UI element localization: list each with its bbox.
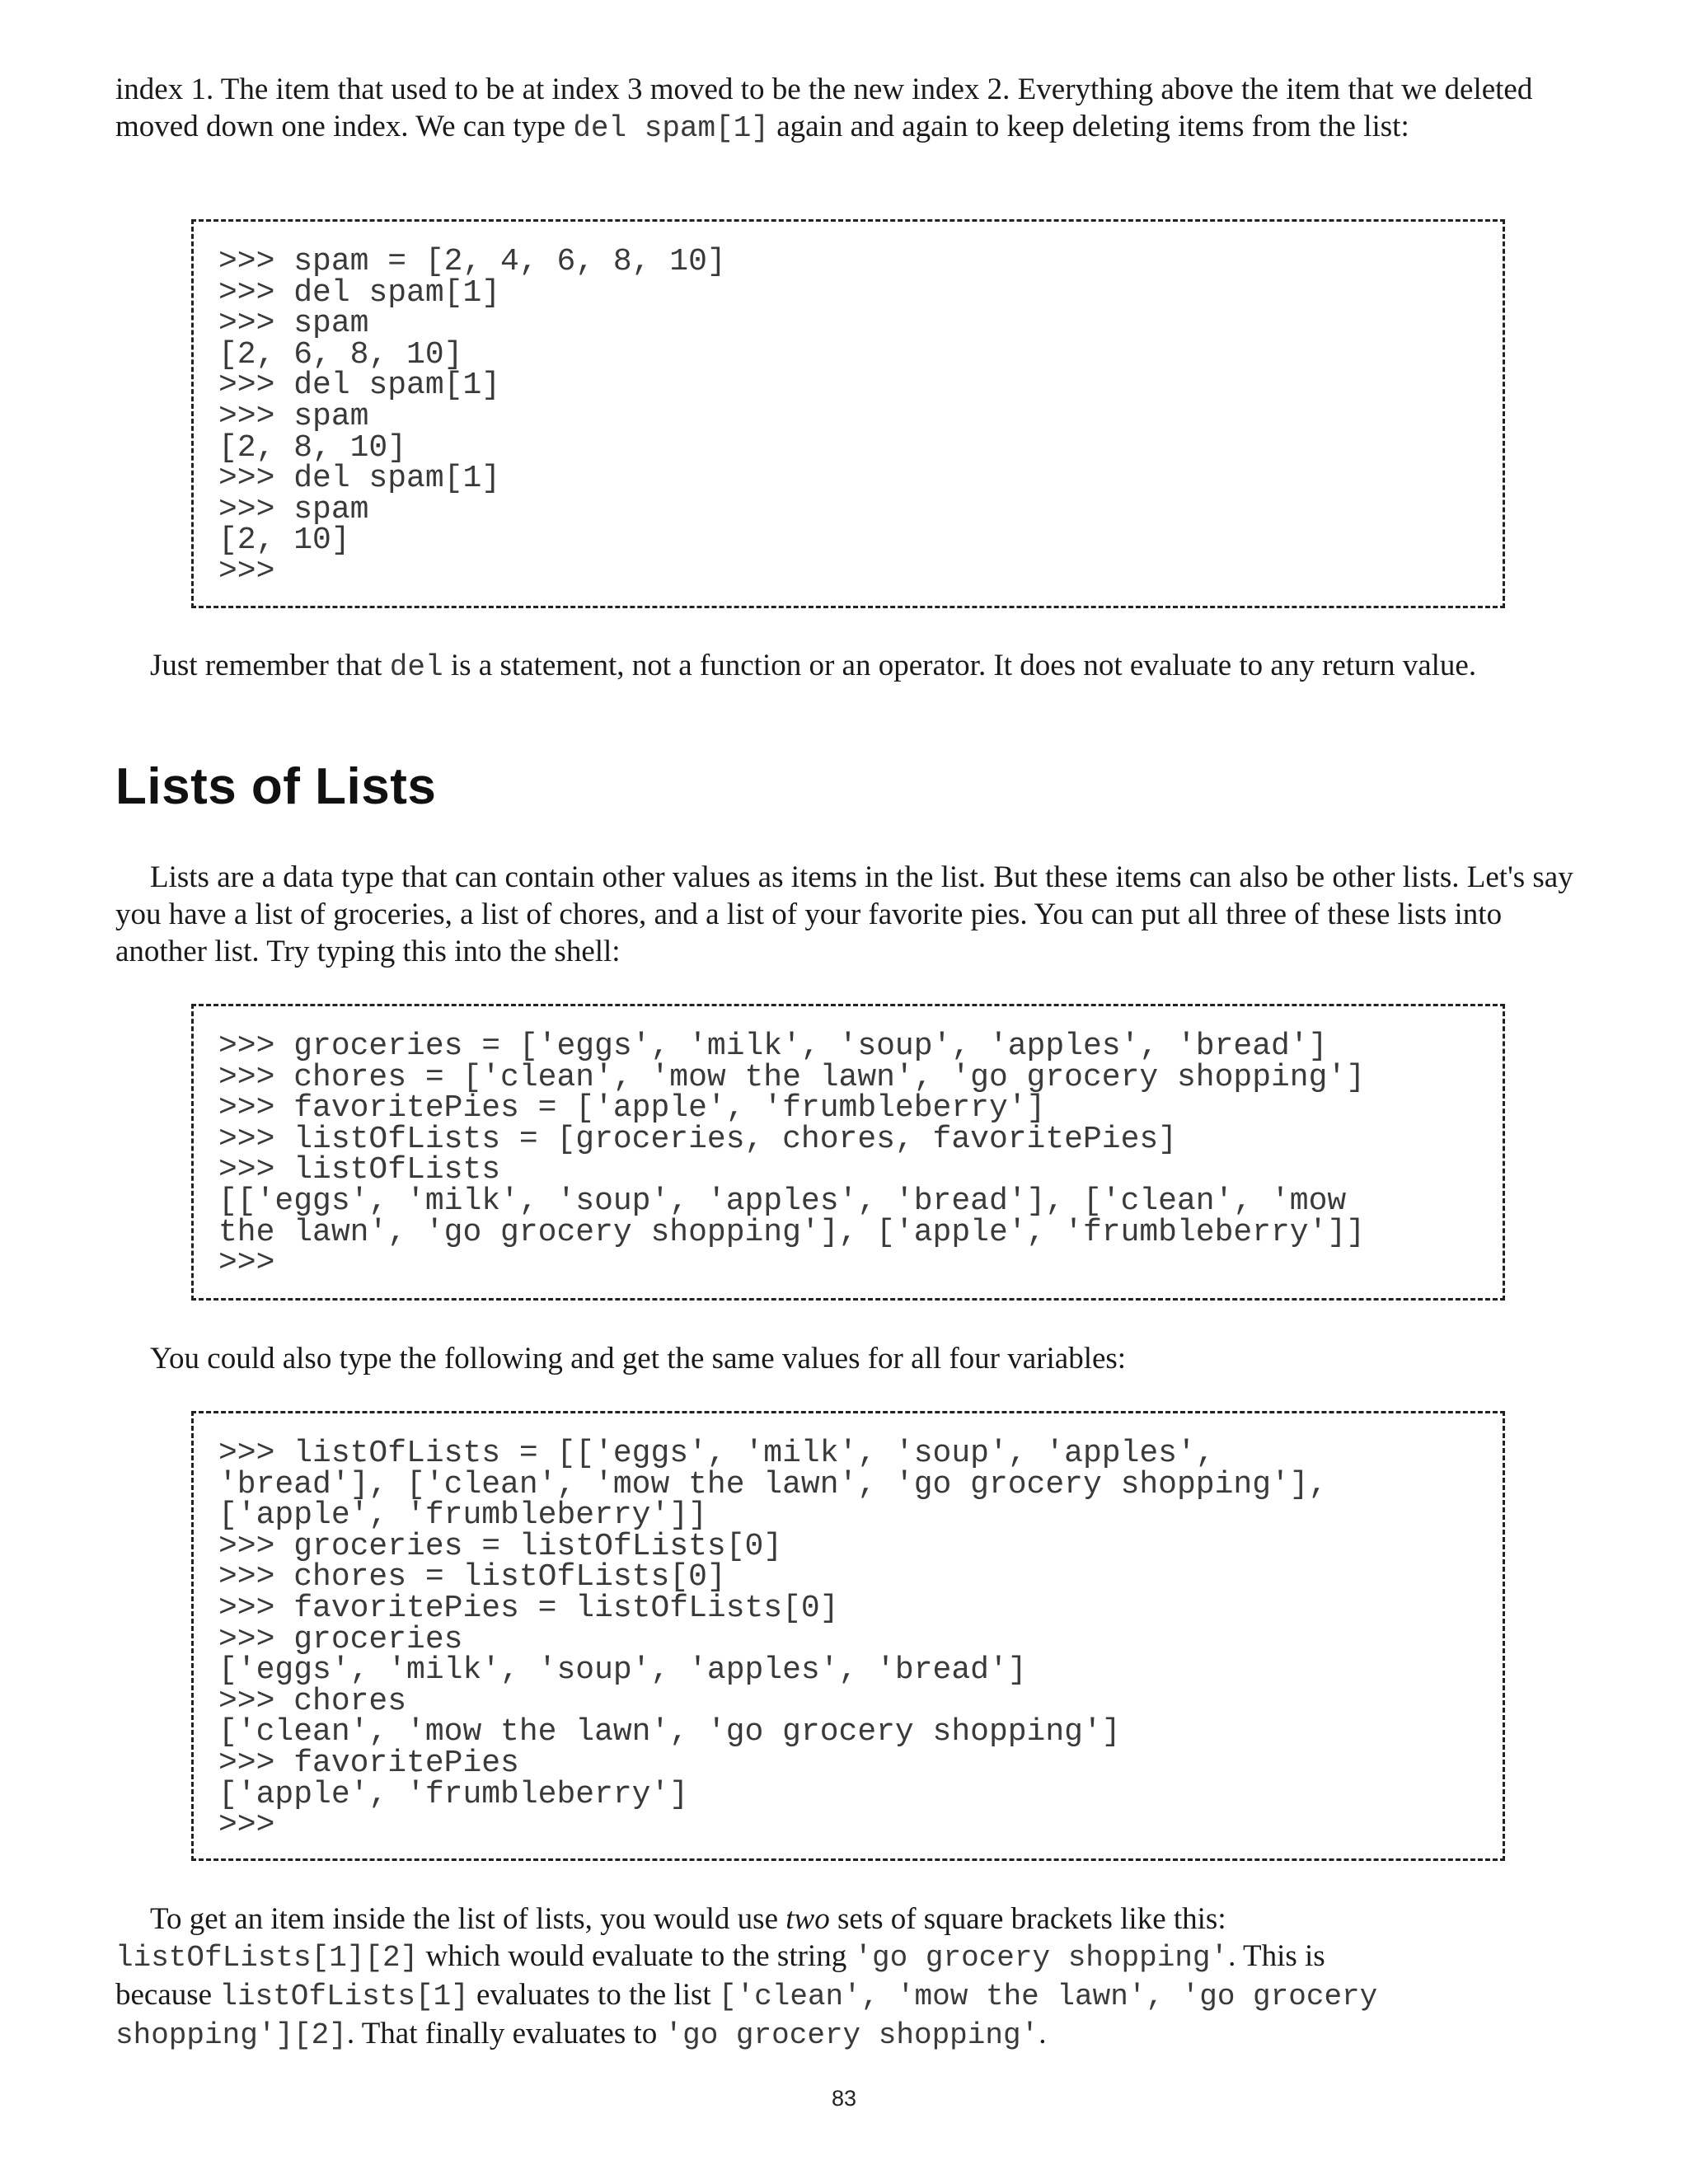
code-line: >>> <box>218 553 275 589</box>
paragraph-text: Lists are a data type that can contain other values as items in the list. But these items can also be other lists. Let's say you have a list of groceries, a list of chores, and a list of your favorite pies. You can put all three of these lists into another list. Try typing this into the shell: <box>115 860 1581 968</box>
inline-code: del spam[1] <box>573 111 769 145</box>
paragraph-text: Just remember that <box>150 649 390 682</box>
paragraph-text: is a statement, not a function or an operator. It does not evaluate to any return value. <box>443 649 1477 682</box>
code-line: >>> spam <box>218 491 369 527</box>
code-line: [['eggs', 'milk', 'soup', 'apples', 'bread'], ['clean', 'mow <box>218 1183 1347 1219</box>
code-line: ['apple', 'frumbleberry']] <box>218 1497 707 1534</box>
paragraph-text: You could also type the following and get the same values for all four variables: <box>150 1342 1127 1376</box>
code-line: >>> spam <box>218 306 369 342</box>
code-line: >>> del spam[1] <box>218 368 501 404</box>
code-line: >>> listOfLists <box>218 1152 501 1188</box>
code-line: >>> chores = ['clean', 'mow the lawn', 'go grocery shopping'] <box>218 1059 1366 1095</box>
paragraph-lists-intro <box>115 859 1582 970</box>
paragraph-text: . This is <box>1228 1939 1325 1973</box>
code-line: [2, 6, 8, 10] <box>218 336 463 373</box>
code-line: [2, 8, 10] <box>218 429 407 466</box>
code-line: >>> spam <box>218 398 369 434</box>
inline-code: listOfLists[1][2] <box>115 1941 419 1975</box>
paragraph-text: To get an item inside the list of lists, you would use <box>150 1902 786 1936</box>
code-line: >>> del spam[1] <box>218 461 501 497</box>
paragraph-text: evaluates to the list <box>468 1978 719 2012</box>
inline-code: del <box>389 650 443 684</box>
code-line: >>> groceries = ['eggs', 'milk', 'soup', 'apples', 'bread'] <box>218 1029 1328 1064</box>
code-line: >>> listOfLists = [groceries, chores, favoritePies] <box>218 1121 1177 1157</box>
code-line: >>> chores = listOfLists[0] <box>218 1559 726 1596</box>
inline-code: 'go grocery shopping' <box>854 1941 1229 1975</box>
code-line: >>> listOfLists = [['eggs', 'milk', 'soup', 'apples', <box>218 1436 1215 1471</box>
inline-code: shopping'][2] <box>115 2018 347 2052</box>
code-block-indexing-lists <box>191 1411 1505 1861</box>
code-line: >>> favoritePies = listOfLists[0] <box>218 1590 839 1626</box>
paragraph-text: again and again to keep deleting items from the list: <box>768 110 1409 143</box>
paragraph-del-statement <box>115 647 1582 686</box>
paragraph-text: index 1. The item that used to be at index 3 moved to be the new index 2. Everything above the item that we deleted moved down one index. We can type <box>115 73 1540 143</box>
inline-code: ['clean', 'mow the lawn', 'go grocery <box>718 1980 1378 2013</box>
paragraph-text: because <box>115 1978 220 2012</box>
code-line: >>> groceries <box>218 1621 463 1657</box>
paragraph-text: which would evaluate to the string <box>418 1939 855 1973</box>
section-heading: Lists of Lists <box>115 758 437 815</box>
code-line: 'bread'], ['clean', 'mow the lawn', 'go grocery shopping'], <box>218 1466 1328 1502</box>
paragraph-del-continued <box>115 71 1582 147</box>
code-line: >>> favoritePies = ['apple', 'frumbleberry'] <box>218 1090 1046 1127</box>
paragraph-double-index <box>115 1900 1582 2054</box>
code-line: >>> spam = [2, 4, 6, 8, 10] <box>218 244 726 279</box>
emphasis-text: two <box>785 1902 830 1936</box>
page-number: 83 <box>831 2086 857 2111</box>
paragraph-text: . <box>1039 2017 1047 2050</box>
code-line: >>> del spam[1] <box>218 274 501 311</box>
paragraph-alternative <box>115 1340 1582 1377</box>
code-block-del-example <box>191 219 1505 608</box>
paragraph-text: sets of square brackets like this: <box>829 1902 1234 1936</box>
code-line: ['eggs', 'milk', 'soup', 'apples', 'bread'] <box>218 1652 1027 1689</box>
code-line: >>> <box>218 1245 275 1282</box>
paragraph-text: . That finally evaluates to <box>346 2017 665 2050</box>
code-line: [2, 10] <box>218 523 350 559</box>
inline-code: 'go grocery shopping' <box>664 2018 1039 2052</box>
code-line: ['apple', 'frumbleberry'] <box>218 1776 689 1812</box>
code-block-list-of-lists <box>191 1004 1505 1301</box>
code-line: ['clean', 'mow the lawn', 'go grocery shopping'] <box>218 1714 1121 1750</box>
code-line: >>> <box>218 1807 275 1844</box>
code-line: >>> groceries = listOfLists[0] <box>218 1528 783 1564</box>
code-line: >>> favoritePies <box>218 1745 519 1781</box>
code-line: the lawn', 'go grocery shopping'], ['apple', 'frumbleberry']] <box>218 1214 1366 1250</box>
inline-code: listOfLists[1] <box>219 1980 469 2013</box>
code-line: >>> chores <box>218 1683 407 1719</box>
